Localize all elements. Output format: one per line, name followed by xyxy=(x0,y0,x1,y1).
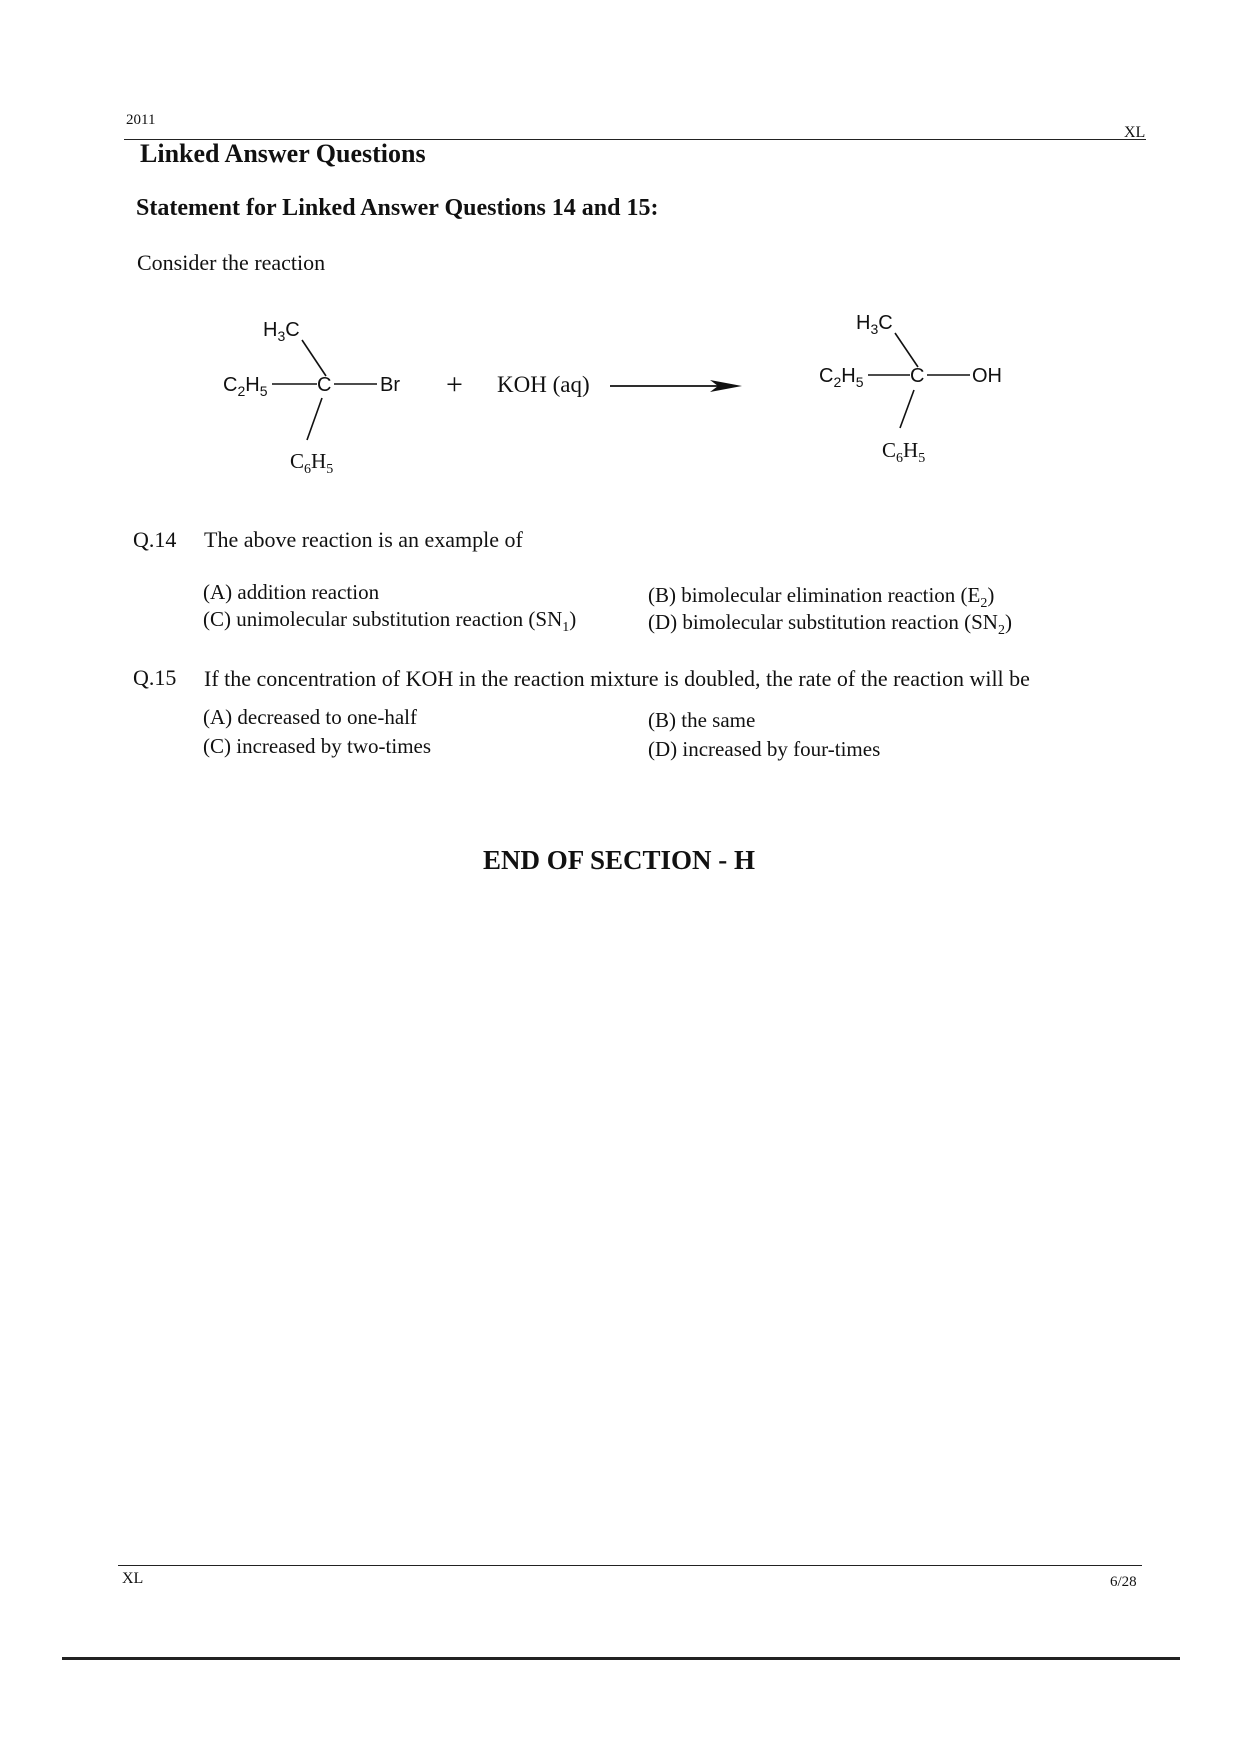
reaction-scheme xyxy=(210,300,1090,490)
product-bond-top xyxy=(895,333,918,367)
end-of-section-title: END OF SECTION - H xyxy=(483,845,756,875)
bottom-scan-rule xyxy=(62,1657,1180,1660)
product-bottom-group: $C_6H_5$ xyxy=(882,438,926,466)
reactant-bond-bottom xyxy=(307,398,322,440)
paper-code-header: XL xyxy=(1124,124,1146,141)
product-top-group: $H_3C$ xyxy=(856,312,893,337)
reactant-top-group: $H_3C$ xyxy=(263,319,300,344)
question-14-option-c: (C) unimolecular substitution reaction $(SN_1)$ xyxy=(203,607,577,636)
plus-sign: + xyxy=(446,368,463,401)
statement-title: Statement for Linked Answer Questions 14 and 15: xyxy=(136,195,659,221)
reaction-arrow xyxy=(610,380,742,392)
reactant-left-group: $C_2H_5$ xyxy=(223,374,268,399)
question-15-option-c: (C) increased by two-times xyxy=(203,734,432,758)
question-14-number: Q.14 xyxy=(133,527,177,552)
question-15-option-a: (A) decreased to one-half xyxy=(203,705,417,729)
question-15-number: Q.15 xyxy=(133,665,177,690)
question-14-option-b: (B) bimolecular elimination reaction $(E_2)$ xyxy=(648,583,995,612)
product-right-group: OH xyxy=(972,365,1002,387)
reactant-center-atom: C xyxy=(317,374,332,396)
product-center-atom: C xyxy=(910,365,925,387)
section-title: Linked Answer Questions xyxy=(140,139,426,168)
reactant-bond-top xyxy=(302,340,326,376)
reactant-bottom-group: $C_6H_5$ xyxy=(290,449,334,477)
product-structure xyxy=(819,312,1002,466)
question-15-option-b: (B) the same xyxy=(648,708,756,732)
question-14-option-d: (D) bimolecular substitution reaction $(SN_2)$ xyxy=(648,610,1012,639)
intro-text: Consider the reaction xyxy=(137,250,326,275)
question-15-option-d: (D) increased by four-times xyxy=(648,737,881,761)
exam-year: 2011 xyxy=(126,112,156,128)
page-number: 6/28 xyxy=(1110,1574,1137,1590)
product-left-group: $C_2H_5$ xyxy=(819,365,864,390)
reagent-label: KOH (aq) xyxy=(497,372,590,397)
question-14-option-a: (A) addition reaction xyxy=(203,580,380,604)
question-14-text: The above reaction is an example of xyxy=(204,527,523,552)
paper-code-footer: XL xyxy=(122,1570,144,1587)
question-15-text: If the concentration of KOH in the reaction mixture is doubled, the rate of the reaction will be xyxy=(204,666,1030,691)
reactant-right-group: Br xyxy=(380,374,400,396)
footer-rule xyxy=(118,1565,1142,1566)
reactant-structure xyxy=(223,319,400,477)
product-bond-bottom xyxy=(900,390,914,428)
